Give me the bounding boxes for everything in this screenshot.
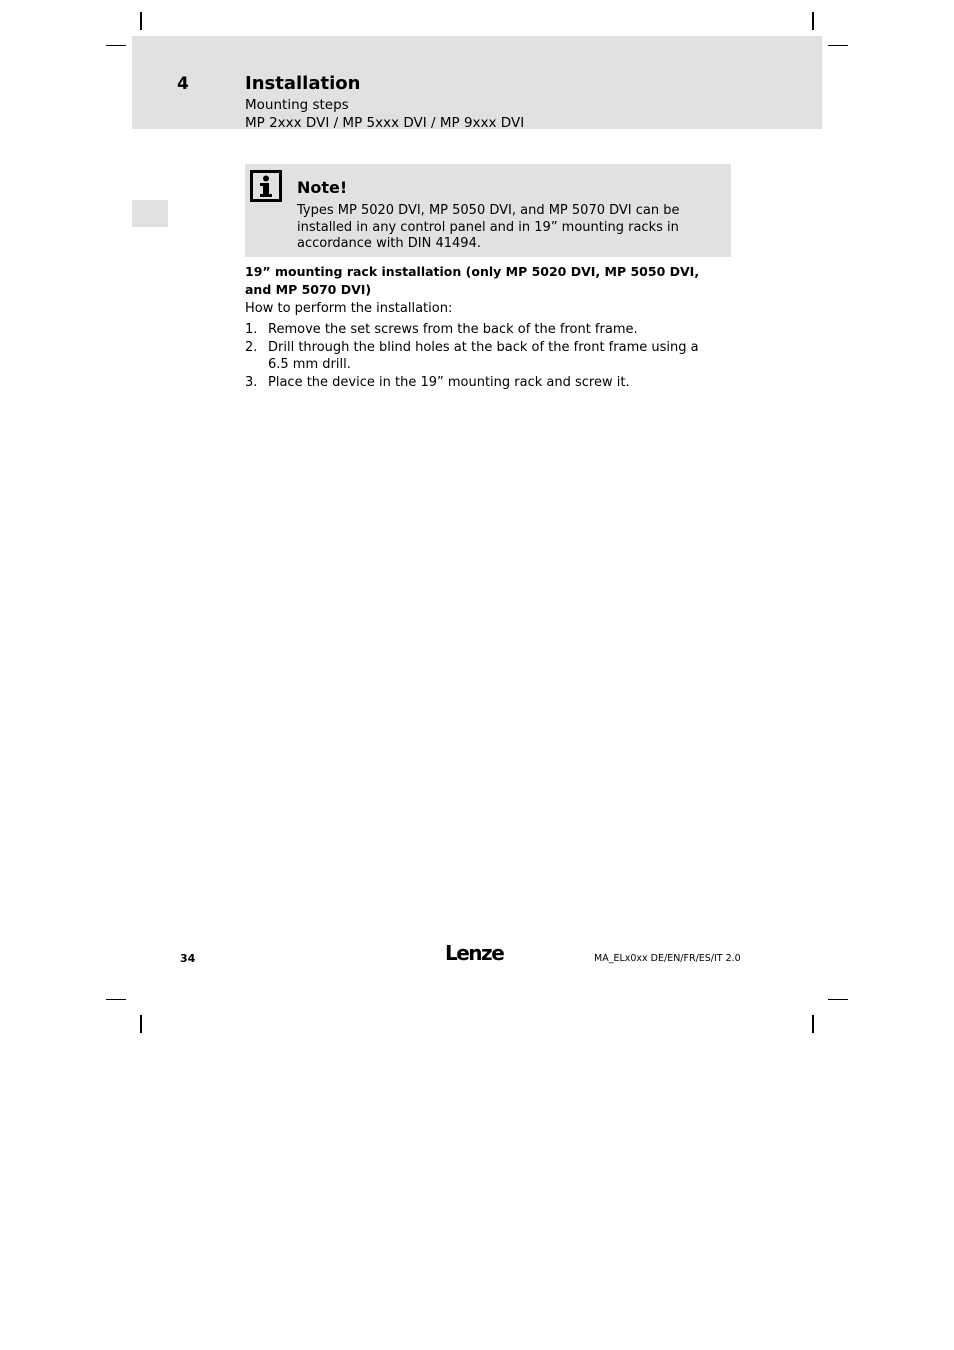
chapter-number: 4: [177, 74, 189, 94]
steps-list: [245, 322, 715, 393]
list-item: [245, 375, 715, 392]
crop-mark: [812, 12, 814, 30]
crop-mark: [828, 999, 848, 1000]
step-text: Place the device in the 19” mounting rack and screw it.: [268, 374, 630, 390]
step-text: Remove the set screws from the back of the front frame.: [268, 322, 638, 337]
document-id: MA_ELx0xx DE/EN/FR/ES/IT 2.0: [594, 953, 741, 964]
list-item: [245, 322, 715, 339]
note-text: Types MP 5020 DVI, MP 5050 DVI, and MP 5070 DVI can be installed in any control panel and in 19” mounting racks in accordance with DIN 41494.: [297, 203, 680, 251]
crop-mark: [828, 45, 848, 46]
step-text: Drill through the blind holes at the back of the front frame using a 6.5 mm drill.: [268, 340, 699, 372]
step-number: 3.: [245, 374, 258, 390]
crop-mark: [140, 12, 142, 30]
crop-mark: [140, 1015, 142, 1033]
chapter-title: Installation: [245, 73, 361, 94]
lenze-logo: Lenze: [445, 941, 504, 965]
crop-mark: [812, 1015, 814, 1033]
intro-text: How to perform the installation:: [245, 301, 453, 316]
note-title: Note!: [297, 178, 348, 197]
step-number: 2.: [245, 340, 258, 355]
crop-mark: [106, 999, 126, 1000]
crop-mark: [106, 45, 126, 46]
subtitle-line: Mounting steps: [245, 97, 349, 113]
page-number: 34: [180, 952, 196, 965]
section-heading: 19” mounting rack installation (only MP 5020 DVI, MP 5050 DVI, and MP 5070 DVI): [245, 264, 700, 297]
subtitle-line: MP 2xxx DVI / MP 5xxx DVI / MP 9xxx DVI: [245, 115, 525, 131]
step-number: 1.: [245, 322, 258, 337]
chapter-tab-marker: [132, 200, 168, 227]
info-icon: [250, 170, 282, 202]
list-item: [245, 340, 715, 373]
